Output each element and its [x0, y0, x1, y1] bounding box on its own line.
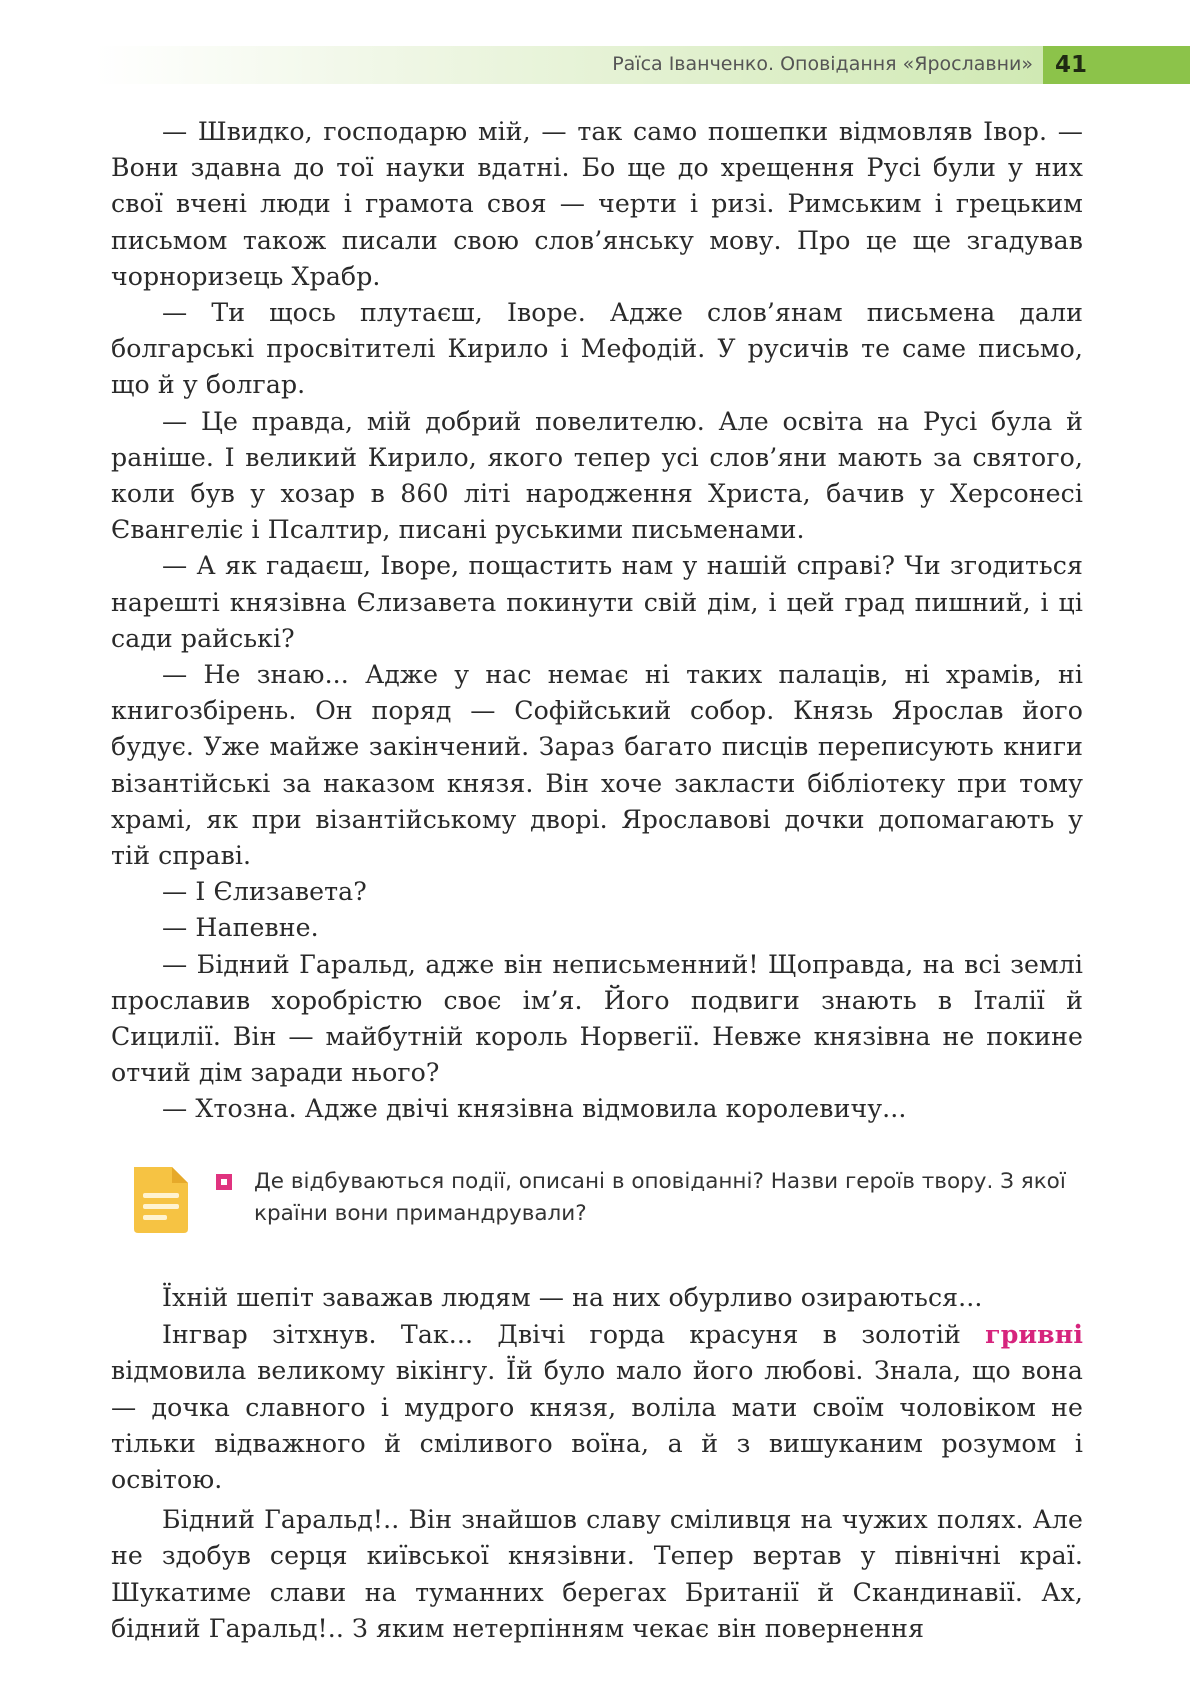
paragraph: Бідний Гаральд!.. Він знайшов славу сміливця на чужих полях. Але не здобув серця київської князівни. Тепер вертав у північні краї. Шукатиме слави на туманних берегах Британії й Скандинавії. Ах, бідний Гаральд!.. З яким нетерпінням чекає він повернення	[111, 1505, 1083, 1643]
paragraph: — Хтозна. Адже двічі князівна відмовила королевичу...	[162, 1094, 907, 1124]
text-run: Інгвар зітхнув. Так... Двічі горда красуня в золотій	[162, 1320, 986, 1350]
main-text-block	[111, 114, 1083, 1128]
task-bullet-icon	[216, 1174, 232, 1190]
page-number: 41	[1043, 46, 1190, 84]
paragraph: — Ти щось плутаєш, Іворе. Адже слов’янам письмена дали болгарські просвітителі Кирило і Мефодій. У русичів те саме письмо, що й у болгар.	[111, 298, 1083, 400]
paragraph: — Бідний Гаральд, адже він неписьменний! Щоправда, на всі землі прославив хоробрістю своє ім’я. Його подвиги знають в Італії й Сицилії. Він — майбутній король Норвегії. Невже князівна не покине отчий дім заради нього?	[111, 949, 1083, 1088]
text-run: відмовила великому вікінгу. Їй було мало його любові. Знала, що вона — дочка славного і мудрого князя, воліла мати своїм чоловіком не тільки відважного й сміливого воїна, а й з вишуканим розумом і освітою.	[111, 1356, 1083, 1495]
paragraph: — Це правда, мій добрий повелителю. Але освіта на Русі була й раніше. І великий Кирило, якого тепер усі слов’яни мають за святого, коли був у хозар в 860 літі народження Христа, бачив у Херсонесі Євангеліє і Псалтир, писані руськими письменами.	[111, 406, 1083, 545]
paragraph: — Напевне.	[162, 913, 319, 943]
bottom-text-block	[111, 1280, 1083, 1647]
paragraph	[111, 1316, 1083, 1498]
paragraph: — Не знаю... Адже у нас немає ні таких палаців, ні храмів, ні книгозбірень. Он поряд — Софійський собор. Князь Ярослав його будує. Уже майже закінчений. Зараз багато писців переписують книги візантійські за наказом князя. Він хоче закласти бібліотеку при тому храмі, як при візантійському дворі. Ярославові дочки допомагають у тій справі.	[111, 660, 1083, 871]
paragraph: — І Єлизавета?	[162, 877, 367, 907]
highlighted-term: гривні	[985, 1319, 1083, 1350]
paragraph: — А як гадаєш, Іворе, пощастить нам у нашій справі? Чи згодиться нарешті князівна Єлизавета покинути свій дім, і цей град пишний, і ці сади райські?	[111, 551, 1083, 653]
paragraph: — Швидко, господарю мій, — так само пошепки відмовляв Івор. — Вони здавна до тої науки вдатні. Бо ще до хрещення Русі були у них свої вчені люди і грамота своя — черти і ризі. Римським і грецьким письмом також писали свою слов’янську мову. Про це ще згадував чорноризець Храбр.	[111, 117, 1083, 291]
paragraph: Їхній шепіт заважав людям — на них обурливо озираються...	[162, 1283, 983, 1312]
task-question: Де відбуваються події, описані в оповіданні? Назви героїв твору. З якої країни вони примандрували?	[254, 1169, 1066, 1226]
notebook-icon	[130, 1163, 192, 1235]
running-header-title: Раїса Іванченко. Оповідання «Ярославни»	[612, 53, 1033, 75]
